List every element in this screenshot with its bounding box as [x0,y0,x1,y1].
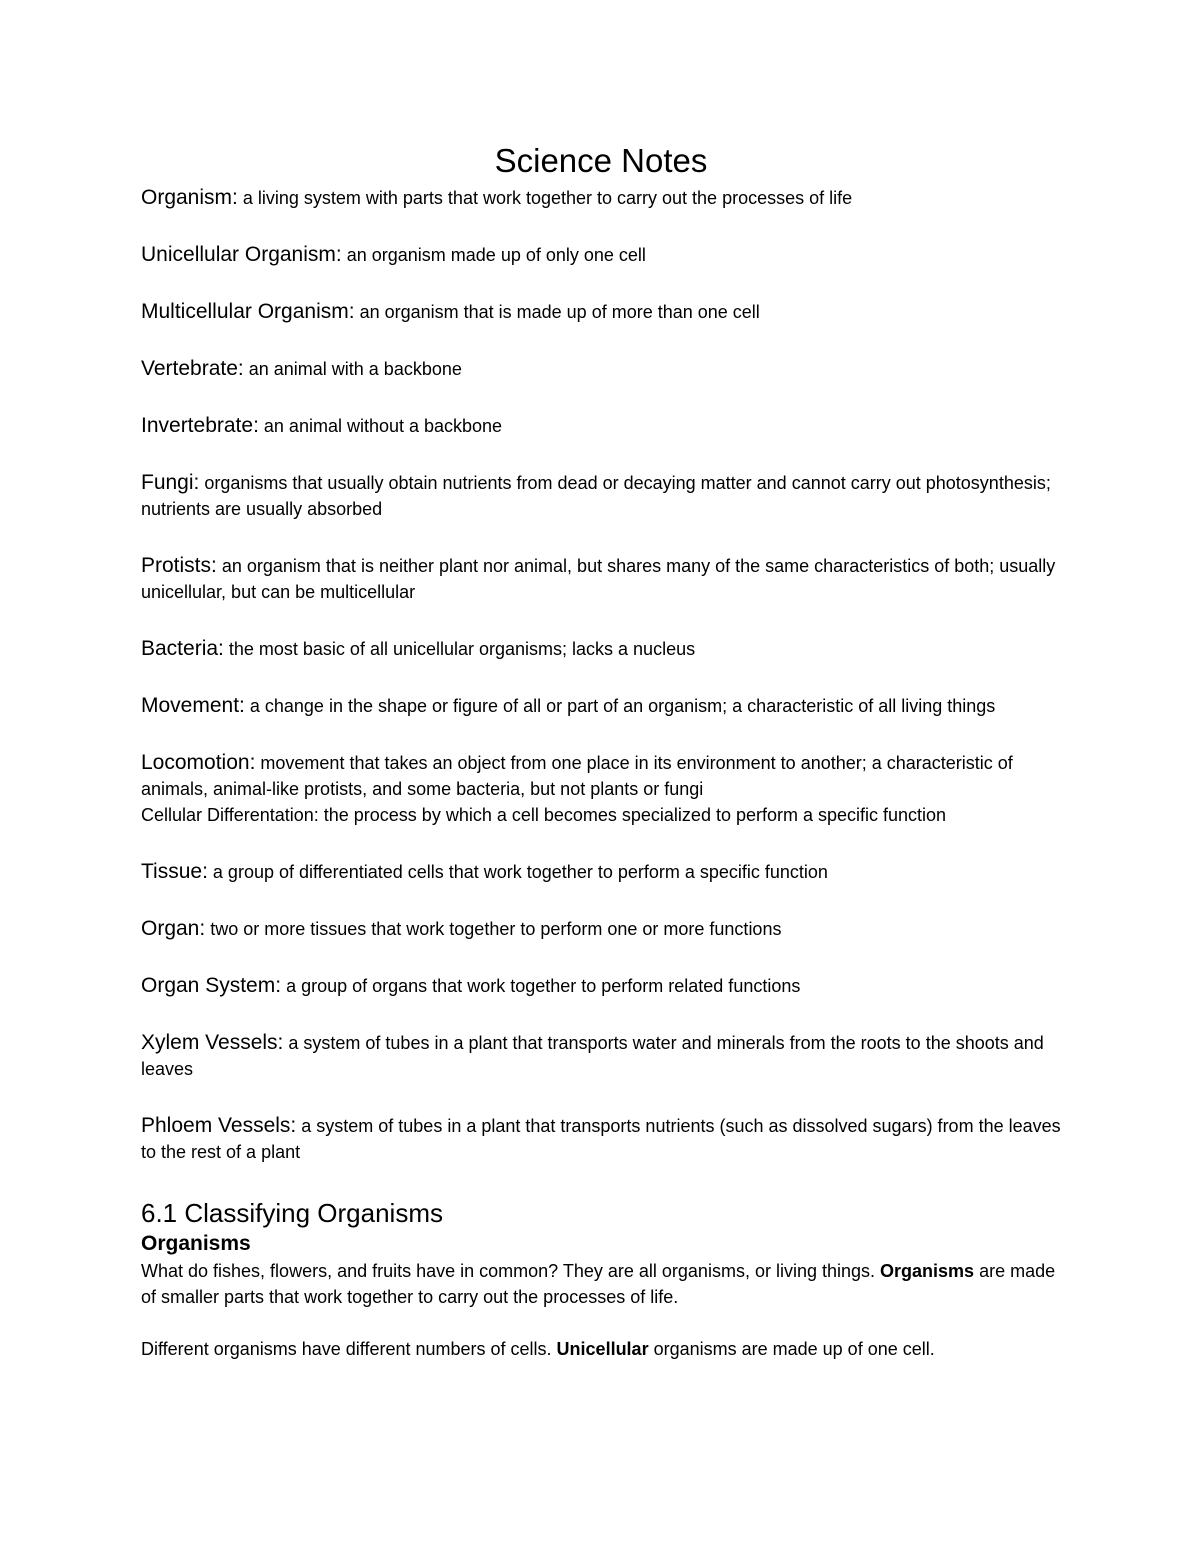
definition-term: Xylem Vessels: [141,1031,284,1054]
definition-term: Unicellular Organism: [141,243,342,266]
definition-bacteria [141,636,1061,662]
definition-cellular-differentation [141,802,1061,828]
definition-text: a system of tubes in a plant that transports water and minerals from the roots to the shoots and leaves [141,1033,1044,1079]
definition-text: a living system with parts that work together to carry out the processes of life [237,188,853,208]
definition-fungi [141,470,1061,522]
section-paragraph [141,1336,1061,1362]
definition-text: an organism made up of only one cell [341,245,646,265]
definition-text: a group of differentiated cells that work together to perform a specific function [207,862,828,882]
definition-protists [141,553,1061,605]
definition-text: an organism that is made up of more than one cell [354,302,760,322]
definition-text: a change in the shape or figure of all or part of an organism; a characteristic of all living things [244,696,996,716]
bold-term: Organisms [880,1261,975,1281]
definition-locomotion [141,750,1061,802]
definition-organ-system [141,973,1061,999]
definition-text: an animal with a backbone [243,359,462,379]
definition-term: Phloem Vessels: [141,1114,297,1137]
definition-term: Organism: [141,186,238,209]
definition-term: Locomotion: [141,751,256,774]
definition-term: Fungi: [141,471,200,494]
definition-invertebrate [141,413,1061,439]
definition-term: Invertebrate: [141,414,259,437]
definition-phloem-vessels [141,1113,1061,1165]
definition-text: the most basic of all unicellular organisms; lacks a nucleus [223,639,696,659]
page-title: Science Notes [494,142,708,179]
paragraph-text: Different organisms have different numbers of cells. [141,1339,557,1359]
document-page [141,140,1061,1388]
definition-text: two or more tissues that work together to perform one or more functions [205,919,782,939]
definition-organ [141,916,1061,942]
paragraph-text: What do fishes, flowers, and fruits have in common? They are all organisms, or living things. [141,1261,881,1281]
definition-text: movement that takes an object from one place in its environment to another; a characteristic of animals, animal-like protists, and some bacteria, but not plants or fungi [141,753,1013,799]
definition-unicellular-organism [141,242,1061,268]
definition-term: Organ: [141,917,206,940]
definition-term: Tissue: [141,860,208,883]
definition-organism [141,185,1061,211]
definition-term: Movement: [141,694,245,717]
definition-text: organisms that usually obtain nutrients from dead or decaying matter and cannot carry out photosynthesis; nutrients are usually absorbed [141,473,1051,519]
definition-term: Multicellular Organism: [141,300,355,323]
section-paragraph [141,1258,1061,1310]
definition-text: an organism that is neither plant nor animal, but shares many of the same characteristics of both; usually unicellular, but can be multicellular [141,556,1056,602]
definition-text: a group of organs that work together to perform related functions [281,976,801,996]
bold-term: Unicellular [556,1339,649,1359]
section-subheading: Organisms [141,1232,251,1255]
definition-xylem-vessels [141,1030,1061,1082]
definition-text: an animal without a backbone [258,416,503,436]
definition-text: Cellular Differentation: the process by which a cell becomes specialized to perform a specific function [141,805,947,825]
definition-vertebrate [141,356,1061,382]
definition-text: a system of tubes in a plant that transports nutrients (such as dissolved sugars) from the leaves to the rest of a plant [141,1116,1061,1162]
section-heading: 6.1 Classifying Organisms [141,1198,443,1228]
definition-term: Vertebrate: [141,357,244,380]
paragraph-text: organisms are made up of one cell. [648,1339,935,1359]
definition-movement [141,693,1061,719]
paragraph-text: are made of smaller parts that work together to carry out the processes of life. [141,1261,1056,1307]
definition-term: Bacteria: [141,637,224,660]
definition-term: Protists: [141,554,217,577]
definition-tissue [141,859,1061,885]
definition-term: Organ System: [141,974,282,997]
definition-multicellular-organism [141,299,1061,325]
